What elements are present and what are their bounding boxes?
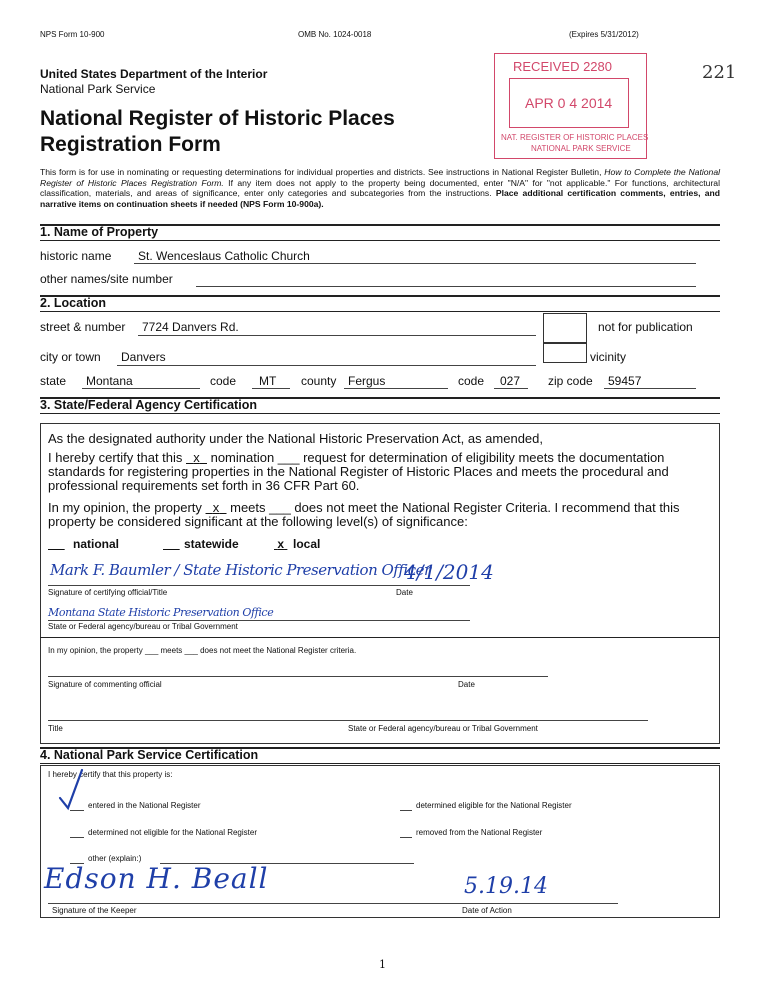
instructions-paragraph [40,167,720,209]
checkmark-icon [58,768,88,812]
opt-removed: removed from the National Register [416,828,543,837]
state-code-label: code [210,374,237,388]
keeper-box [40,765,720,918]
section1-heading: 1. Name of Property [40,225,159,239]
commenting-title-label: Title [48,724,63,733]
historic-name-underline [134,263,696,264]
state-underline [82,388,200,389]
eligible-blank[interactable] [400,810,412,811]
not-eligible-blank[interactable] [70,837,84,838]
omb-number: OMB No. 1024-0018 [298,30,372,39]
certifying-signature: Mark F. Baumler / State Historic Preservation Officer [50,561,431,579]
other-names-underline [196,286,696,287]
commenting-agency-label: State or Federal agency/bureau or Tribal Government [348,724,538,733]
stamp-line1: NAT. REGISTER OF HISTORIC PLACES [501,133,649,142]
state-code-value[interactable]: MT [259,374,277,388]
county-label: county [301,374,337,388]
commenting-signature-label: Signature of commenting official [48,680,162,689]
instructions-italic: How to Complete the National Register of Historic Places Registration Form. [40,167,721,188]
not-for-publication-label: not for publication [598,320,693,334]
section1-bottom-rule [40,240,720,241]
section2-top-rule [40,295,720,297]
form-title-line2: Registration Form [40,133,221,156]
opinion-mark [206,500,227,515]
section4-bottom-rule [40,763,720,764]
certify-pre: I hereby certify that this [48,450,187,465]
keeper-date: 5.19.14 [464,874,548,899]
zip-underline [604,388,696,389]
opt-entered: entered in the National Register [88,801,201,810]
instructions-bold: Place additional certification comments, entries, and narrative items on continuation sheets if needed (NPS Form 10-900a). [40,188,721,209]
commenting-date-label: Date [458,680,475,689]
service-name: National Park Service [40,82,156,96]
county-code-value[interactable]: 027 [500,374,521,388]
opinion-pre: In my opinion, the property [48,500,206,515]
level-local-label: local [293,537,321,551]
instructions-text1: This form is for use in nominating or requesting determinations for individual properties and districts. See instructions in National Register Bulletin, [40,167,605,177]
commenting-opinion: In my opinion, the property ___ meets ___ does not meet the National Register criteria. [48,646,357,655]
department-name: United States Department of the Interior [40,67,268,81]
certifying-signature-line [48,585,470,586]
form-number: NPS Form 10-900 [40,30,105,39]
stamp-received: RECEIVED 2280 [513,59,612,74]
level-statewide-label: statewide [184,537,239,551]
state-label: state [40,374,67,388]
level-national-label: national [73,537,120,551]
form-title-line1: National Register of Historic Places [40,107,395,130]
level-national-blank[interactable] [48,537,65,551]
county-value[interactable]: Fergus [348,374,386,388]
street-underline [138,335,536,336]
historic-name-label: historic name [40,249,112,263]
opinion-post: meets ___ does not meet the National Register Criteria. I recommend that this property be considered significant at the following level(s) of significance: [48,500,680,529]
authority-statement: As the designated authority under the National Historic Preservation Act, as amended, [48,431,544,446]
removed-blank[interactable] [400,837,412,838]
other-names-label: other names/site number [40,272,173,286]
zip-value[interactable]: 59457 [608,374,642,388]
opinion-statement [48,501,716,529]
certify-post: nomination ___ request for determination of eligibility meets the documentation standards for registering properties in the National Register of Historic Places and meets the procedural and professional requirements set forth in 36 CFR Part 60. [48,450,669,493]
received-stamp [494,53,647,159]
zip-label: zip code [548,374,593,388]
vicinity-checkbox[interactable] [543,343,587,363]
stamp-date: APR 0 4 2014 [525,95,613,111]
action-date-label: Date of Action [462,906,512,915]
commenting-title-line [48,720,648,721]
street-value[interactable]: 7724 Danvers Rd. [142,320,239,334]
certifying-date: 4/1/2014 [404,560,494,584]
opt-other: other (explain:) [88,854,142,863]
section3-heading: 3. State/Federal Agency Certification [40,398,257,412]
level-local-mark-value: x [277,537,285,551]
keeper-signature-label: Signature of the Keeper [52,906,137,915]
city-underline [117,365,536,366]
section2-heading: 2. Location [40,296,106,310]
certifying-date-label: Date [396,588,413,597]
keeper-intro: I hereby certify that this property is: [48,770,173,779]
county-underline [344,388,448,389]
certifying-agency: Montana State Historic Preservation Office [48,606,274,619]
section3-bottom-rule [40,413,720,414]
certify-statement [48,451,716,493]
section2-bottom-rule [40,311,720,312]
level-statewide-blank[interactable] [163,537,180,551]
vicinity-label: vicinity [590,350,627,364]
county-code-underline [494,388,528,389]
certify-mark [186,450,207,465]
instructions-text2: If any item does not apply to the property being documented, enter "N/A" for "not applicable." For functions, architectural classification, materials, and areas of significance, enter only categories and subcategories from the instructions. [40,177,720,198]
certifying-agency-label: State or Federal agency/bureau or Tribal Government [48,622,238,631]
city-value[interactable]: Danvers [121,350,166,364]
state-code-underline [252,388,290,389]
keeper-signature: Edson H. Beall [44,862,269,895]
level-local-mark[interactable] [274,537,287,551]
stamp-line2: NATIONAL PARK SERVICE [531,144,631,153]
section4-heading: 4. National Park Service Certification [40,748,259,762]
commenting-signature-line [48,676,548,677]
opt-not-eligible: determined not eligible for the National Register [88,828,257,837]
keeper-signature-line [48,903,618,904]
certify-mark-value: x [193,450,200,465]
state-value[interactable]: Montana [86,374,133,388]
not-for-publication-checkbox[interactable] [543,313,587,343]
county-code-label: code [458,374,485,388]
stamp-date-box [509,78,629,128]
page-number: 1 [379,958,386,971]
city-label: city or town [40,350,101,364]
street-label: street & number [40,320,126,334]
commenting-divider [40,637,720,638]
handwritten-reference: 221 [702,62,737,83]
historic-name-value[interactable]: St. Wenceslaus Catholic Church [138,249,310,263]
certifying-agency-line [48,620,470,621]
opinion-mark-value: x [212,500,220,515]
entered-blank[interactable] [70,810,84,811]
opt-determined-eligible: determined eligible for the National Register [416,801,572,810]
certifying-signature-label: Signature of certifying official/Title [48,588,168,597]
expiration-date: (Expires 5/31/2012) [569,30,639,39]
